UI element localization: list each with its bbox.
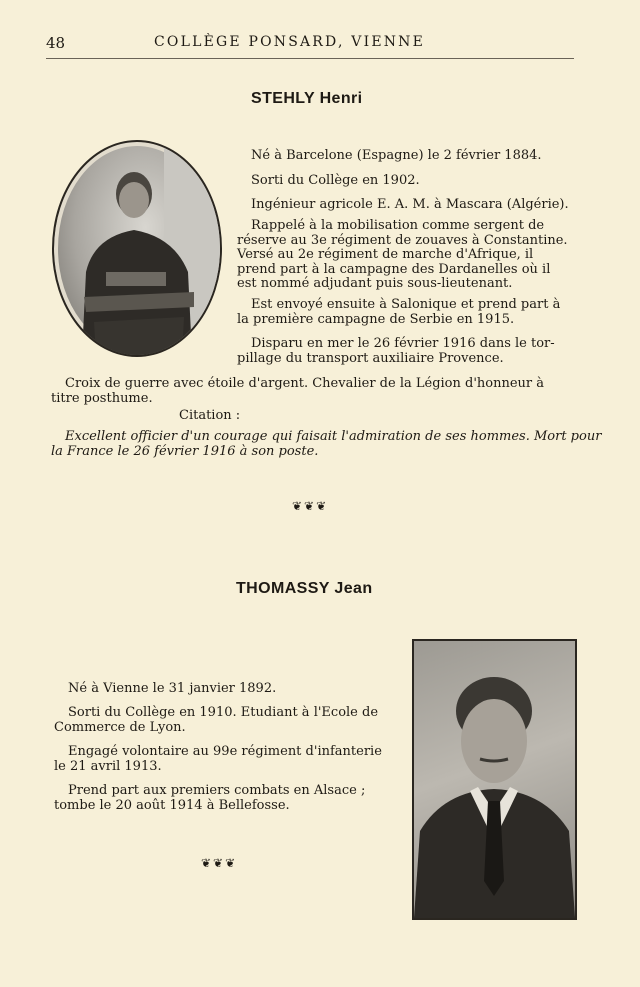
thomassy-engage-line: le 21 avril 1913.	[54, 758, 162, 774]
stehly-salonique	[237, 298, 575, 327]
stehly-citation-line: Excellent officier d'un courage qui faisait l'admiration de ses hommes. Mort pour	[65, 429, 602, 444]
section-ornament: ❦❦❦	[201, 856, 238, 870]
portrait-photo-thomassy	[412, 639, 577, 920]
portrait-figure-stehly	[54, 142, 220, 355]
thomassy-combat	[54, 784, 392, 813]
thomassy-engage-line: Engagé volontaire au 99e régiment d'infanterie	[68, 744, 382, 759]
thomassy-school	[54, 706, 392, 735]
stehly-honours	[51, 377, 575, 406]
portrait-photo-stehly	[52, 140, 222, 357]
stehly-mobilisation-line: réserve au 3e régiment de zouaves à Constantine.	[237, 232, 568, 248]
stehly-mobilisation-line: est nommé adjudant puis sous-lieutenant.	[237, 276, 513, 291]
entry-name-stehly: STEHLY Henri	[251, 90, 363, 107]
header-title: COLLÈGE PONSARD, VIENNE	[154, 34, 426, 50]
entry-name-thomassy: THOMASSY Jean	[236, 580, 373, 597]
thomassy-engage	[54, 745, 392, 774]
stehly-salonique-line: Est envoyé ensuite à Salonique et prend part à	[251, 297, 561, 312]
stehly-honours-line: Croix de guerre avec étoile d'argent. Chevalier de la Légion d'honneur à	[65, 376, 545, 391]
thomassy-school-line: Commerce de Lyon.	[54, 719, 186, 735]
thomassy-school-line: Sorti du Collège en 1910. Etudiant à l'Ecole de	[68, 705, 379, 720]
section-ornament: ❦❦❦	[292, 499, 329, 513]
thomassy-combat-line: Prend part aux premiers combats en Alsace ;	[68, 783, 366, 798]
stehly-birth: Né à Barcelone (Espagne) le 2 février 1884.	[251, 148, 542, 163]
stehly-left-school: Sorti du Collège en 1902.	[251, 173, 420, 188]
thomassy-birth: Né à Vienne le 31 janvier 1892.	[68, 681, 277, 696]
stehly-mobilisation	[237, 219, 575, 292]
portrait-figure-thomassy	[414, 641, 575, 918]
stehly-citation-label: Citation :	[179, 408, 241, 423]
stehly-mobilisation-line: Versé au 2e régiment de marche d'Afrique, il	[237, 247, 534, 262]
stehly-profession: Ingénieur agricole E. A. M. à Mascara (Algérie).	[251, 197, 569, 212]
stehly-mobilisation-line: prend part à la campagne des Dardanelles où il	[237, 261, 551, 277]
thomassy-combat-line: tombe le 20 août 1914 à Bellefosse.	[54, 797, 290, 813]
stehly-citation-line: la France le 26 février 1916 à son poste.	[51, 443, 319, 459]
stehly-citation	[51, 429, 602, 459]
stehly-disparu-line: pillage du transport auxiliaire Provence.	[237, 350, 504, 366]
page-number: 48	[46, 34, 66, 52]
stehly-disparu-line: Disparu en mer le 26 février 1916 dans le tor-	[251, 336, 555, 351]
stehly-mobilisation-line: Rappelé à la mobilisation comme sergent de	[251, 218, 545, 233]
stehly-disparu	[237, 337, 575, 366]
stehly-salonique-line: la première campagne de Serbie en 1915.	[237, 311, 515, 327]
running-header	[46, 34, 574, 59]
stehly-honours-line: titre posthume.	[51, 390, 153, 406]
